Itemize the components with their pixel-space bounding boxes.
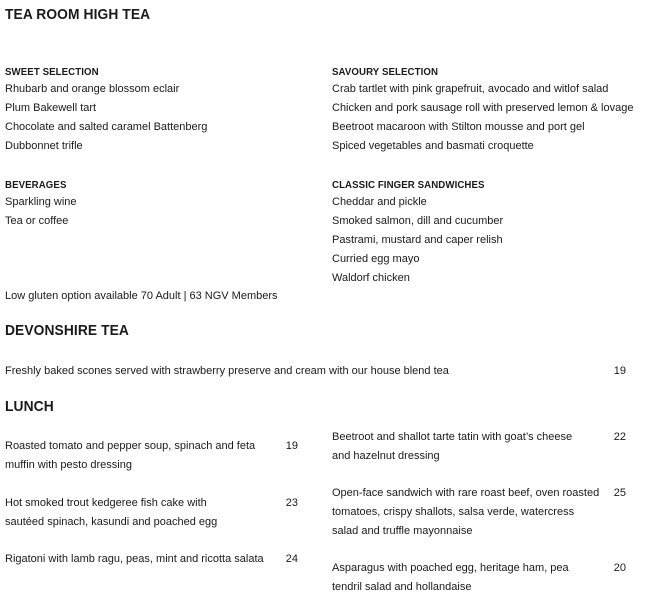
lunch-price: 19 [285, 440, 298, 452]
lunch-item [332, 559, 569, 597]
lunch-item [332, 484, 599, 541]
list-item: Chocolate and salted caramel Battenberg [5, 121, 208, 133]
item-line: Beetroot and shallot tarte tatin with goat’s cheese [332, 431, 573, 443]
lunch-item [5, 437, 255, 475]
lunch-price: 25 [613, 487, 626, 499]
lunch-item [5, 550, 264, 569]
sweet-list [5, 80, 207, 156]
item-line: Hot smoked trout kedgeree fish cake with [5, 497, 207, 509]
sweet-heading: SWEET SELECTION [5, 66, 99, 78]
item-line: and hazelnut dressing [332, 450, 440, 462]
list-item: Chicken and pork sausage roll with preserved lemon & lovage [332, 102, 634, 114]
item-line: salad and truffle mayonnaise [332, 525, 473, 537]
list-item: Smoked salmon, dill and cucumber [332, 215, 504, 227]
list-item: Spiced vegetables and basmati croquette [332, 140, 534, 152]
list-item: Cheddar and pickle [332, 196, 427, 208]
sandwiches-heading: CLASSIC FINGER SANDWICHES [332, 179, 485, 191]
list-item: Crab tartlet with pink grapefruit, avocado and witlof salad [332, 83, 609, 95]
high-tea-price-note: Low gluten option available 70 Adult | 63 NGV Members [5, 290, 278, 302]
lunch-price: 22 [613, 431, 626, 443]
list-item: Rhubarb and orange blossom eclair [5, 83, 180, 95]
devonshire-item: Freshly baked scones served with strawberry preserve and cream with our house blend tea [5, 365, 449, 377]
savoury-heading: SAVOURY SELECTION [332, 66, 439, 78]
item-line: muffin with pesto dressing [5, 459, 132, 471]
list-item: Tea or coffee [5, 215, 69, 227]
list-item: Pastrami, mustard and caper relish [332, 234, 503, 246]
list-item: Sparkling wine [5, 196, 77, 208]
sandwiches-list [332, 193, 503, 288]
devonshire-price: 19 [613, 365, 626, 377]
high-tea-title: TEA ROOM HIGH TEA [5, 6, 151, 23]
lunch-price: 24 [285, 553, 298, 565]
lunch-price: 20 [613, 562, 626, 574]
list-item: Dubbonnet trifle [5, 140, 83, 152]
list-item: Waldorf chicken [332, 272, 410, 284]
beverages-heading: BEVERAGES [5, 179, 67, 191]
list-item: Plum Bakewell tart [5, 102, 97, 114]
item-line: Asparagus with poached egg, heritage ham, pea [332, 562, 569, 574]
item-line: Roasted tomato and pepper soup, spinach and feta [5, 440, 256, 452]
item-line: tomatoes, crispy shallots, salsa verde, watercress [332, 506, 575, 518]
savoury-list [332, 80, 633, 156]
list-item: Curried egg mayo [332, 253, 420, 265]
devonshire-title: DEVONSHIRE TEA [5, 322, 129, 339]
item-line: Open-face sandwich with rare roast beef, oven roasted [332, 487, 600, 499]
list-item: Beetroot macaroon with Stilton mousse and port gel [332, 121, 585, 133]
lunch-item [332, 428, 572, 466]
beverages-list [5, 193, 77, 231]
item-line: tendril salad and hollandaise [332, 581, 472, 593]
lunch-item [5, 494, 217, 532]
lunch-price: 23 [285, 497, 298, 509]
lunch-title: LUNCH [5, 398, 54, 415]
item-line: Rigatoni with lamb ragu, peas, mint and ricotta salata [5, 553, 264, 565]
item-line: sautéed spinach, kasundi and poached egg [5, 516, 218, 528]
